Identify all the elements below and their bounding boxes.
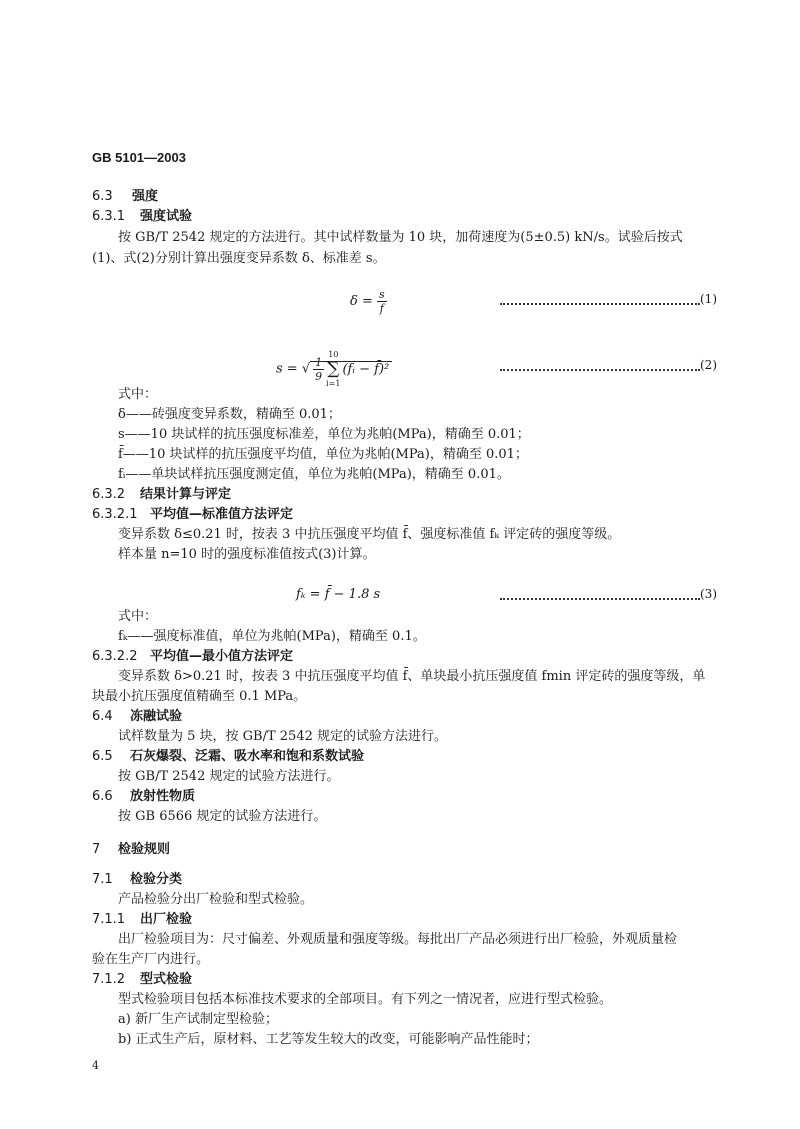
paragraph-line: 按 GB/T 2542 规定的方法进行。其中试样数量为 10 块，加荷速度为(5±0.5) kN/s。试验后按式 [118,230,683,245]
section-title: 强度 [132,189,159,204]
heading-7 [92,842,170,858]
section-title: 检验分类 [130,872,183,887]
section-title: 冻融试验 [130,709,183,724]
section-title: 强度试验 [140,209,193,224]
section-title: 型式检验 [140,972,193,987]
equation-2-tag [500,358,736,372]
heading-6-3-2-2 [92,649,293,665]
heading-6-5 [92,749,364,765]
where-label: 式中： [118,387,158,402]
heading-6-3-2-1 [92,507,293,523]
section-number: 6.5 [92,749,113,764]
heading-6-4 [92,709,182,725]
summation [324,350,342,388]
list-item: b) 正式生产后，原材料、工艺等发生较大的改变，可能影响产品性能时； [118,1032,539,1047]
denominator: f̄ [379,302,384,315]
section-title: 石灰爆裂、泛霜、吸水率和饱和系数试验 [130,749,365,764]
section-number: 6.3.2 [92,487,126,502]
section-number: 7.1.1 [92,912,126,927]
sum-sign: ∑ [327,359,340,379]
equation-3-tag [500,587,736,601]
eq-tag: (2) [700,358,717,372]
definition: fₖ——强度标准值，单位为兆帕(MPa)，精确至 0.1。 [118,629,426,644]
paragraph-line: 验在生产厂内进行。 [92,952,210,967]
paragraph-line: 产品检验分出厂检验和型式检验。 [118,892,314,907]
heading-6-6 [92,789,195,805]
denominator: 9 [315,369,323,383]
definition: fᵢ——单块试样抗压强度测定值，单位为兆帕(MPa)，精确至 0.01。 [118,467,510,482]
heading-7-1 [92,872,182,888]
heading-6-3 [92,189,158,205]
definition: s——10 块试样的抗压强度标准差，单位为兆帕(MPa)，精确至 0.01； [118,427,530,442]
fraction [377,288,387,315]
section-title: 出厂检验 [140,912,193,927]
section-title: 平均值—标准值方法评定 [150,507,294,522]
standard-header: GB 5101—2003 [92,150,186,165]
section-number: 6.4 [92,709,113,724]
section-title: 平均值—最小值方法评定 [150,649,294,664]
paragraph-line: 按 GB/T 2542 规定的试验方法进行。 [118,769,340,784]
eq-lhs: δ = [350,294,373,309]
paragraph-line: 块最小抗压强度值精确至 0.1 MPa。 [92,689,307,704]
section-number: 6.3.2.2 [92,649,138,664]
sum-upper: 10 [328,350,339,359]
definition: δ——砖强度变异系数，精确至 0.01； [118,407,341,422]
eq-tag: (1) [700,292,717,306]
paragraph-line: 按 GB 6566 规定的试验方法进行。 [118,809,327,824]
numerator: 1 [315,355,323,369]
heading-7-1-1 [92,912,192,928]
equation-1 [350,288,387,315]
paragraph-line: (1)、式(2)分别计算出强度变异系数 δ、标准差 s。 [92,251,386,266]
heading-6-3-2 [92,487,231,503]
numerator: s [379,288,385,301]
section-number: 7 [92,842,101,857]
paragraph-line: 型式检验项目包括本标准技术要求的全部项目。有下列之一情况者，应进行型式检验。 [118,992,613,1007]
eq-body: (fᵢ − f̄)² [342,361,390,377]
heading-7-1-2 [92,972,192,988]
equation-3: fₖ = f̄ − 1.8 s [296,587,381,602]
paragraph-line: 变异系数 δ>0.21 时，按表 3 中抗压强度平均值 f̄、单块最小抗压强度值 fmin 评定砖的强度等级，单 [118,669,706,684]
equation-1-tag [500,292,736,306]
section-number: 6.3 [92,189,113,204]
where-label: 式中： [118,609,158,624]
paragraph-line: 样本量 n=10 时的强度标准值按式(3)计算。 [118,547,376,562]
eq-tag: (3) [700,587,717,601]
eq-lhs: s = [276,361,298,377]
section-number: 7.1.2 [92,972,126,987]
section-number: 6.3.2.1 [92,507,138,522]
fraction [313,356,324,383]
section-number: 6.3.1 [92,209,126,224]
definition: f̄——10 块试样的抗压强度平均值，单位为兆帕(MPa)，精确至 0.01； [118,447,528,462]
paragraph-line: 试样数量为 5 块，按 GB/T 2542 规定的试验方法进行。 [118,729,448,744]
page-number: 4 [92,1059,99,1072]
heading-6-3-1 [92,209,192,225]
sum-lower: i=1 [326,379,341,388]
section-number: 6.6 [92,789,113,804]
paragraph-line: 变异系数 δ≤0.21 时，按表 3 中抗压强度平均值 f̄、强度标准值 fₖ 评定砖的强度等级。 [118,527,621,542]
section-title: 放射性物质 [130,789,196,804]
paragraph-line: 出厂检验项目为：尺寸偏差、外观质量和强度等级。每批出厂产品必须进行出厂检验，外观质量检 [118,932,678,947]
section-title: 结果计算与评定 [140,487,232,502]
list-item: a) 新厂生产试制定型检验； [118,1012,278,1027]
equation-2: s = √ $\frac{1}{9}$ 10 ∑ i=1 (fᵢ − f̄)² [276,350,392,388]
section-title: 检验规则 [118,842,171,857]
section-number: 7.1 [92,872,113,887]
